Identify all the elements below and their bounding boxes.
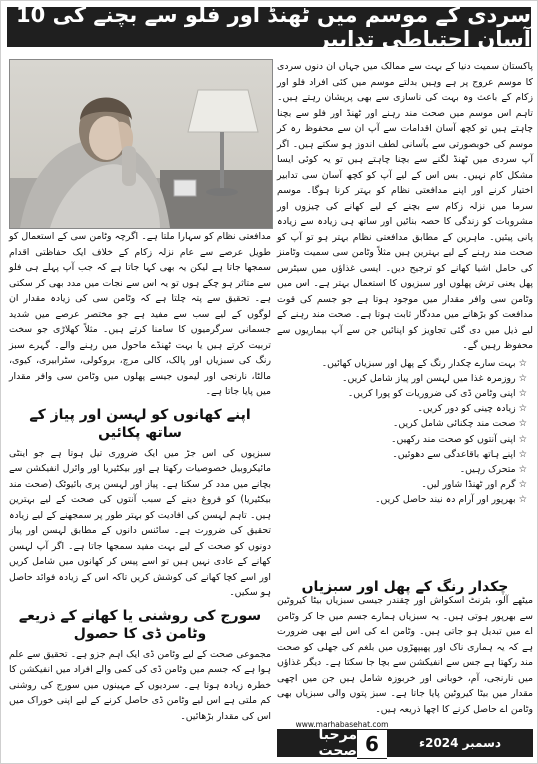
- fruits-paragraph: میٹھے آلو، بٹرنٹ اسکواش اور چقندر جیسی سبزیاں بیٹا کیروٹین سے بھرپور ہوتی ہیں۔ یہ سبزیاں ہمارے جسم میں جا کر وٹامن اے میں تبدیل ہو جاتی ہیں۔ وٹامن اے کی اس لیے بھی ضرورت ہے کہ یہ ہماری ناک اور پھیپھڑوں میں بلغم کی جھلی کو صحت مند رکھتا ہے جس سے انفیکشن سے بچا جا سکتا ہے۔ دیگر غذاؤں میں نارنجی، آم، خوبانی اور خربوزہ شامل ہیں جن میں اچھی مقدار میں بیٹا کیروٹین پایا جاتا ہے۔ سبز پتوں والی سبزیاں بھی وٹامن اے حاصل کرنے کا اچھا ذریعہ ہیں۔: [277, 595, 533, 715]
- tip-item: ☆ اپنی آنتوں کو صحت مند رکھیں۔: [277, 432, 527, 447]
- garlic-heading: اپنے کھانوں کو لہسن اور پیاز کے ساتھ پکائیں: [29, 406, 251, 441]
- intro-paragraph: پاکستان سمیت دنیا کے بہت سے ممالک میں جہاں ان دنوں سردی کا موسم عروج پر ہے وہیں بدلتے موسم میں کئی افراد فلو اور زکام کے باعث وہ بہت کی ناسازی سے بھی پریشان رہتے ہیں۔ تاہم اس موسم میں صحت مند رہنے اور ٹھنڈ اور فلو سے بچنا چاہتے ہیں تو کچھ آسان اقدامات سے آپ ان سے محفوظ رہ کر موسم کی خوبصورتی سے بآسانی لطف اندوز ہو سکتے ہیں۔ اگر آپ سردی میں ٹھنڈ لگنے سے بچنا چاہتے ہیں تو یہ کوئی ایسا مشکل کام نہیں۔ بس اس کے لیے آپ کو کچھ آسان سی تدابیر اختیار کرنے اور اپنے مدافعتی نظام کو بہتر کرنا ہوگا۔ موسم سرما میں نزلہ زکام سے بچنے کے لیے کھانے کی چیزوں اور مشروبات کو زندگی کا حصہ بنائیں اور ساتھ ہی زیادہ سے زیادہ پانی پیئیں۔ ماہرین کے مطابق مدافعتی نظام بہتر ہو تو آپ کو صحت مند رہنے کے لیے بہترین ہیں مثلاً وٹامن سی سمیت وٹامنز کی حامل اشیا کھانے کو ترجیح دیں۔ ایسی غذاؤں میں سیٹرس پھل یعنی ترش پھلوں اور سبزیوں کا استعمال بہتر ہے۔ اس میں وٹامن سی وافر مقدار میں موجود ہوتا ہے جو جسم کی قوت مدافعت کو بڑھانے میں مددگار ثابت ہوتا ہے۔ صحت مند رہنے کے لیے ذیل میں دی گئی تجاویز کو اپنائیں جن سے آپ بیماریوں سے محفوظ رہیں گے۔: [277, 61, 533, 351]
- page-number: 6: [357, 729, 387, 759]
- vitamin-c-paragraph: مدافعتی نظام کو سہارا ملتا ہے۔ اگرچہ وٹامن سی کے استعمال کو طویل عرصے سے عام نزلہ زکام کے خلاف ایک حفاظتی اقدام سمجھا جاتا ہے لیکن یہ بھی کہا جاتا ہے کہ جب آپ پہلے ہی فلو سے متاثر ہو چکے ہوں تو یہ اس سے نجات میں مدد بھی کر سکتی ہے۔ تحقیق سے پتہ چلتا ہے کہ وٹامن سی کی زیادہ مقدار ان لوگوں کے لیے سب سے مفید ہے جو مختصر عرصے میں شدید جسمانی سرگرمیوں کا سامنا کرتے ہیں۔ مثلاً کھلاڑی جو سخت تربیت کرتے ہیں یا بہت ٹھنڈے ماحول میں رہنے والے۔ گہرے سبز رنگ کی سبزیاں اور پالک، کالی مرچ، بروکولی، سٹرابیری، کیوی، مالٹا، نارنجی اور لیموں جیسے پھلوں میں وٹامن سی وافر مقدار میں پایا جاتا ہے۔: [9, 231, 271, 397]
- tip-item: ☆ بھرپور اور آرام دہ نیند حاصل کریں۔: [277, 492, 527, 507]
- sick-woman-photo: [10, 60, 272, 228]
- left-column: [9, 229, 271, 724]
- page-footer: [277, 729, 533, 757]
- tip-item: ☆ اپنی وٹامن ڈی کی ضروریات کو پورا کریں۔: [277, 386, 527, 401]
- garlic-paragraph: سبزیوں کی اس جڑ میں ایک ضروری تیل ہوتا ہے جو اینٹی مائیکروبیل خصوصیات رکھتا ہے اور بیکٹیریا اور وائرل انفیکشن سے بچانے میں مدد کر سکتا ہے۔ پیاز اور لہسن پری بائیوٹک (صحت مند بیکٹیریا) کو فروغ دینے کے سبب آنتوں کی صحت کے لیے بہترین ہیں۔ تاہم لہسن کی افادیت کو بہتر طور پر سمجھنے کے لیے زیادہ تحقیق کی ضرورت ہے۔ سائنس دانوں کے مطابق لہسن اور پیاز دونوں کو صحت کے لیے بہت مفید سمجھا جاتا ہے۔ اگر آپ لہسن کھانے کے عادی نہیں ہیں تو اسے پیس کر کھانوں میں شامل کریں اور اسے کچا کھانے کی کوشش کریں تاکہ اس کے زیادہ فوائد حاصل ہو سکیں۔: [9, 447, 271, 598]
- issue-date: دسمبر 2024ء: [387, 729, 533, 757]
- article-title-banner: [7, 3, 531, 51]
- right-column: [277, 59, 533, 508]
- tips-list: [277, 356, 533, 508]
- tip-item: ☆ صحت مند چکنائی شامل کریں۔: [277, 416, 527, 431]
- website-url: www.marhabasehat.com: [295, 720, 389, 729]
- article-photo: [9, 59, 273, 229]
- tip-item: ☆ اپنے ہاتھ باقاعدگی سے دھوئیں۔: [277, 447, 527, 462]
- fruits-section: [277, 593, 533, 717]
- tip-item: ☆ گرم اور ٹھنڈا شاور لیں۔: [277, 477, 527, 492]
- tip-item: ☆ زیادہ چینی کو دور کریں۔: [277, 401, 527, 416]
- magazine-logo: مرحبا صحت: [277, 729, 357, 757]
- tip-item: ☆ روزمرہ غذا میں لہسن اور پیاز شامل کریں۔: [277, 371, 527, 386]
- tip-item: ☆ بہت سارے چکدار رنگ کے پھل اور سبزیاں کھائیں۔: [277, 356, 527, 371]
- vitamin-d-paragraph: مجموعی صحت کے لیے وٹامن ڈی ایک اہم جزو ہے۔ تحقیق سے علم ہوا ہے کہ جسم میں وٹامن ڈی کی کمی والے افراد میں انفیکشن کا خطرہ زیادہ ہوتا ہے۔ سردیوں کے مہینوں میں سورج کی روشنی کم ملتی ہے اس لیے وٹامن ڈی حاصل کرنے کے لیے اپنی خوراک میں اس کی مقدار بڑھائیں۔: [9, 648, 271, 722]
- fruits-heading: چکدار رنگ کے پھل اور سبزیاں: [301, 579, 509, 595]
- tip-item: ☆ متحرک رہیں۔: [277, 462, 527, 477]
- article-title: سردی کے موسم میں ٹھنڈ اور فلو سے بچنے کی 10 آسان احتیاطی تدابیر: [16, 3, 531, 51]
- vitamin-d-heading: سورج کی روشنی یا کھانے کے ذریعے وٹامن ڈی کا حصول: [18, 607, 262, 642]
